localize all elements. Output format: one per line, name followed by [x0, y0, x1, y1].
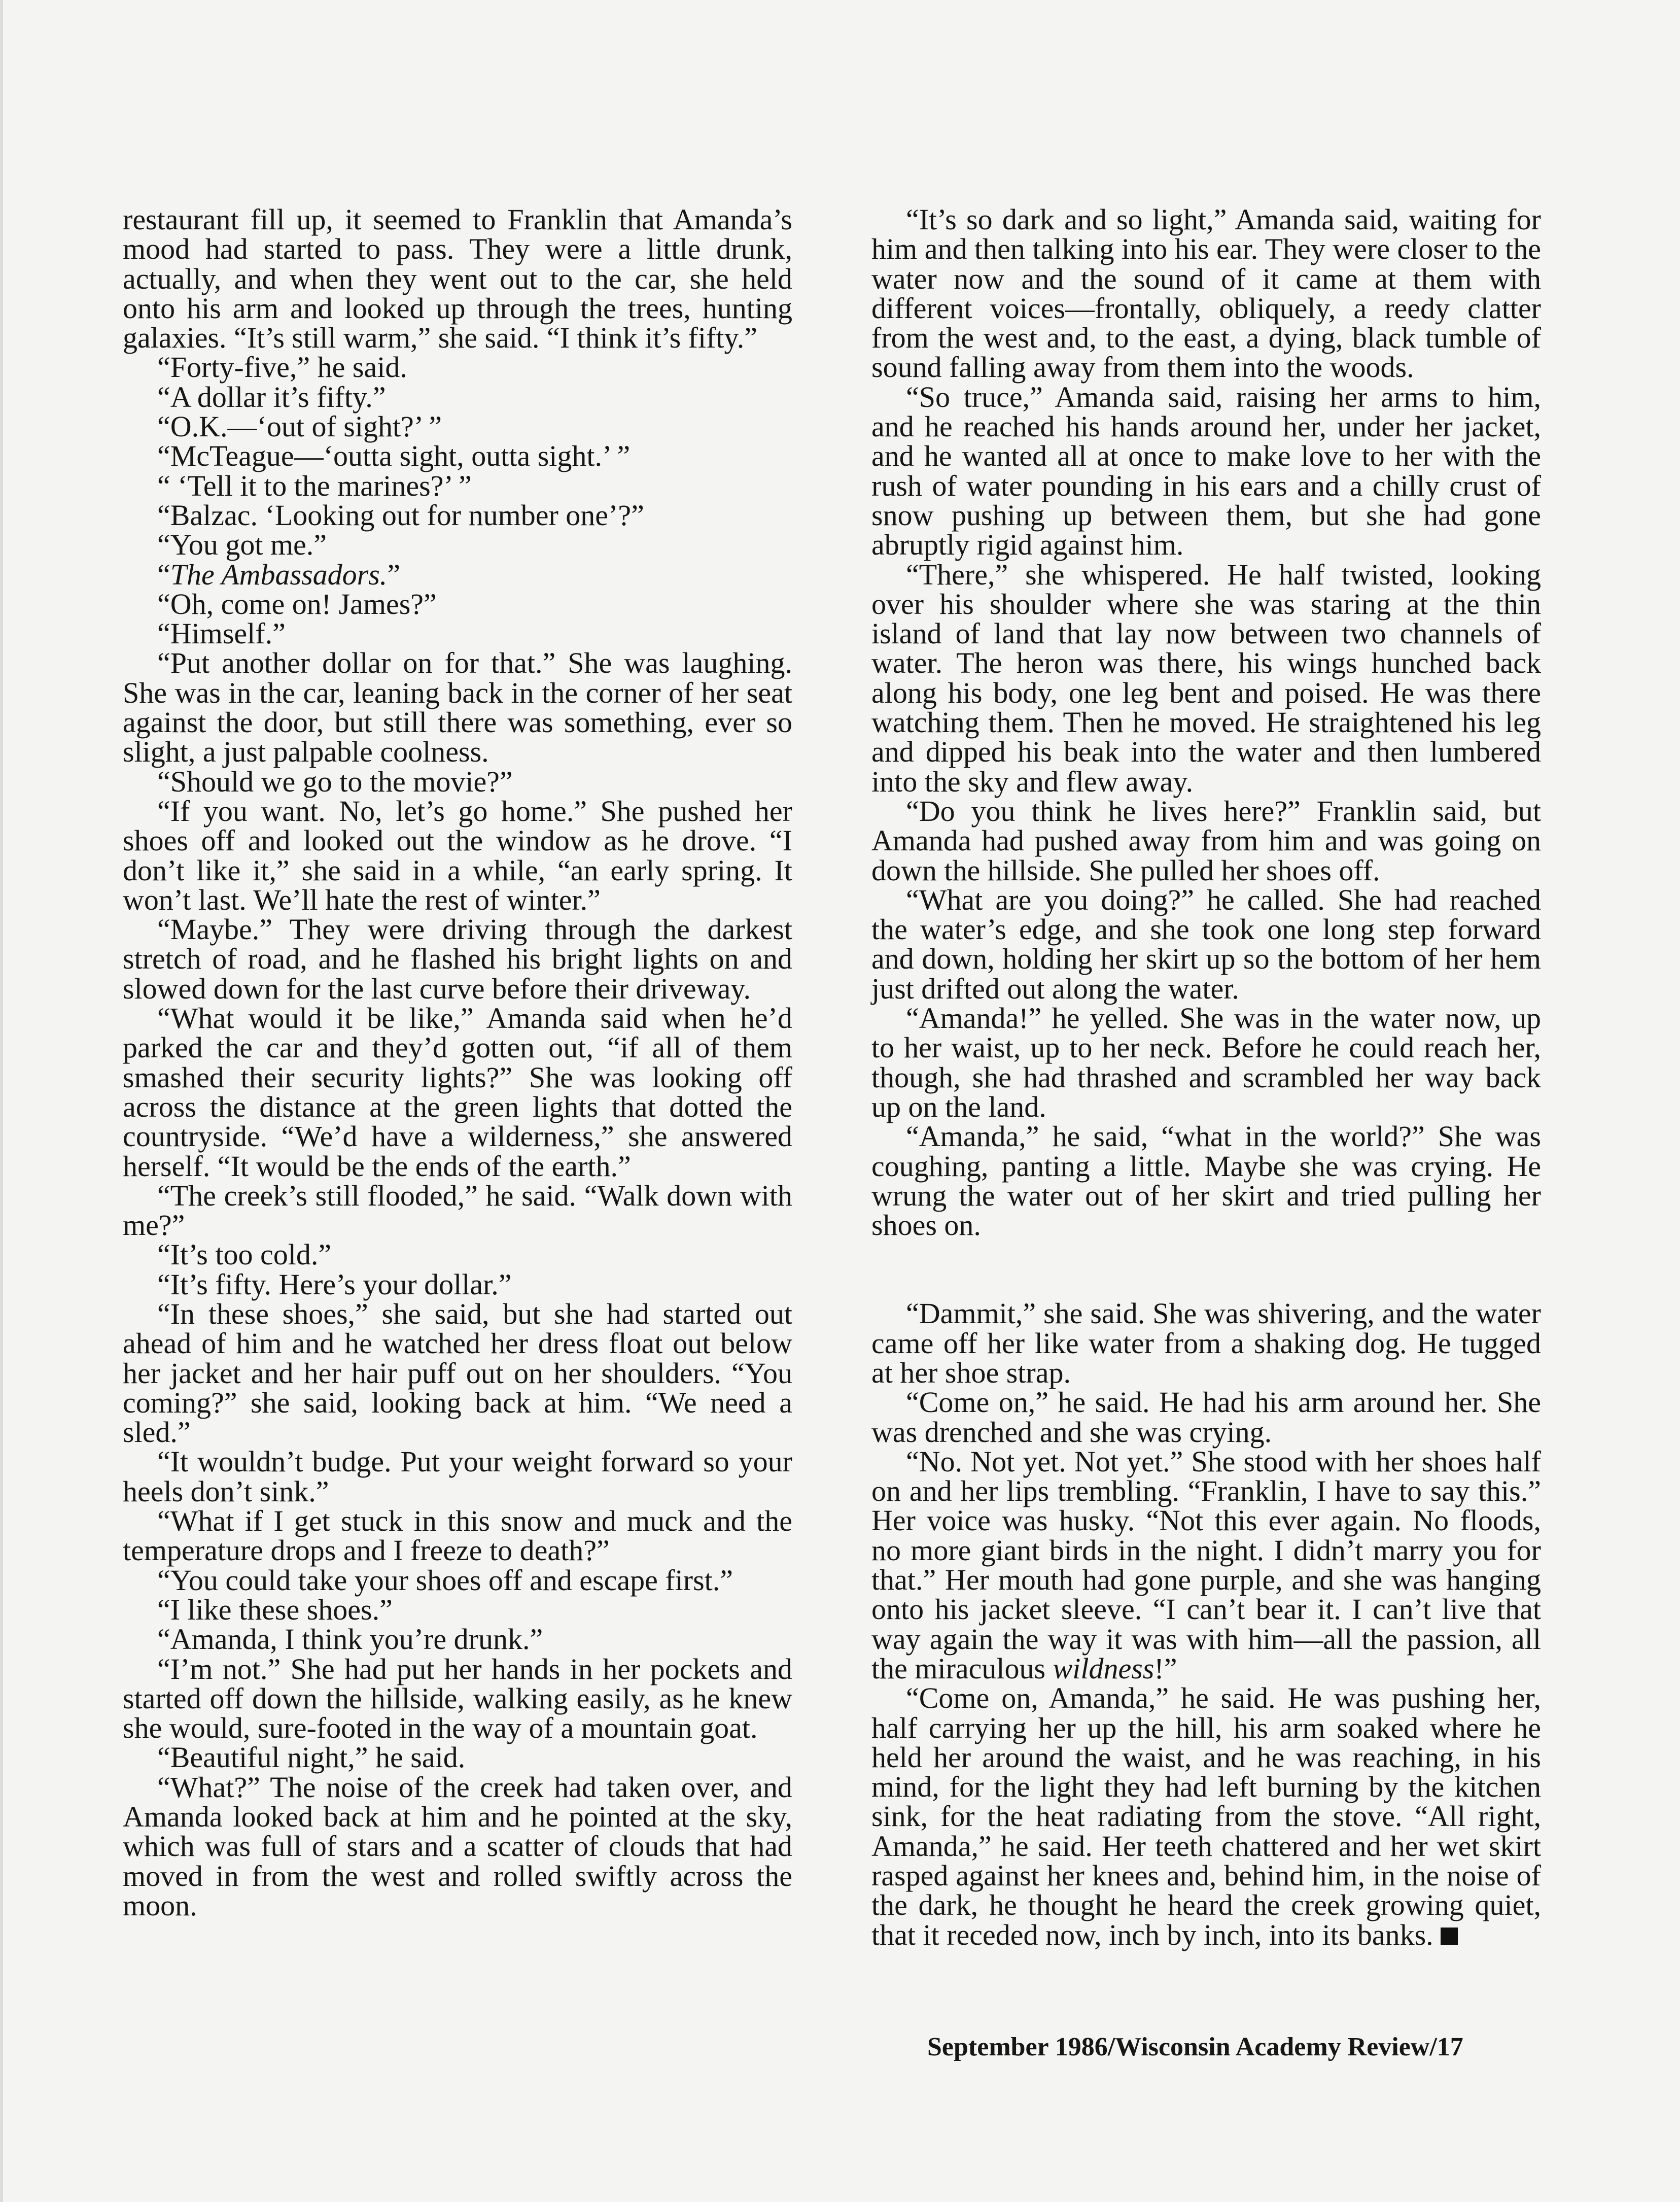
left-text-column: [123, 205, 792, 1920]
paragraph-text: “Should we go to the movie?”: [157, 765, 513, 798]
paragraph: [871, 560, 1541, 797]
paragraph-text: “Come on,” he said. He had his arm around her. She was drenched and she was crying.: [871, 1386, 1541, 1449]
page-gutter-shadow: [0, 0, 3, 2202]
paragraph: [123, 412, 792, 441]
paragraph-text: “A dollar it’s fifty.”: [157, 380, 386, 414]
paragraph-text: “Forty-five,” he said.: [157, 351, 407, 384]
paragraph-text: “Do you think he lives here?” Franklin said, but Amanda had pushed away from him and was going on down the hillside. She pulled her shoes off.: [871, 794, 1541, 887]
paragraph-text: “Balzac. ‘Looking out for number one’?”: [157, 498, 644, 532]
paragraph: [871, 205, 1541, 383]
paragraph-text: “If you want. No, let’s go home.” She pushed her shoes off and looked out the window as he drove. “I don’t like it,” she said in a while, “an early spring. It won’t last. We’ll hate the rest of winter.”: [123, 794, 792, 916]
paragraph-text-end: ”: [387, 558, 401, 591]
paragraph: [123, 1595, 792, 1625]
paragraph-text: “Amanda!” he yelled. She was in the water now, up to her waist, up to her neck. Before he could reach her, though, she had thrashed and scrambled her way back up on the land.: [871, 1002, 1541, 1123]
paragraph: [123, 1563, 792, 1597]
paragraph-text: “What are you doing?” he called. She had reached the water’s edge, and she took one long step forward and down, holding her skirt up so the bottom of her hem just drifted out along the water.: [871, 883, 1541, 1005]
paragraph-text: “Dammit,” she said. She was shivering, and the water came off her like water from a shaking dog. He tugged at her shoe strap.: [871, 1297, 1541, 1389]
paragraph: [123, 471, 792, 501]
paragraph-text: “Amanda, I think you’re drunk.”: [157, 1623, 543, 1656]
paragraph-text: “Put another dollar on for that.” She was laughing. She was in the car, leaning back in the corner of her seat against the door, but still there was something, ever so slight, a just palpable coolness.: [123, 646, 792, 769]
paragraph: [123, 767, 792, 797]
paragraph: [123, 353, 792, 382]
paragraph: [123, 1447, 792, 1506]
paragraph: [123, 1743, 792, 1772]
paragraph: [123, 530, 792, 560]
paragraph: [871, 1683, 1541, 1950]
paragraph-text: “O.K.—‘out of sight?’ ”: [157, 410, 442, 443]
paragraph-text: “The creek’s still flooded,” he said. “Walk down with me?”: [123, 1179, 792, 1242]
paragraph: [123, 1240, 792, 1269]
paragraph-text: “It’s fifty. Here’s your dollar.”: [157, 1267, 512, 1301]
paragraph: [123, 1770, 792, 1922]
paragraph-text: “: [157, 558, 170, 591]
paragraph: [123, 441, 792, 471]
paragraph-text: “You could take your shoes off and escape first.”: [157, 1563, 733, 1597]
paragraph-text: “Oh, come on! James?”: [157, 587, 437, 621]
paragraph: [123, 1625, 792, 1654]
paragraph-text: “I’m not.” She had put her hands in her pockets and started off down the hillside, walking easily, as he knew she would, sure-footed in the way of a mountain goat.: [123, 1652, 792, 1745]
paragraph-text: “It’s too cold.”: [157, 1238, 332, 1271]
paragraph-text: “It’s so dark and so light,” Amanda said, waiting for him and then talking into his ear. They were closer to the water now and the sound of it came at them with different voices—frontally, obliquely, a reedy clatter from the west and, to the east, a dying, black tumble of sound falling away from them into the woods.: [871, 203, 1541, 384]
paragraph: [123, 560, 792, 590]
paragraph-text: “Come on, Amanda,” he said. He was pushing her, half carrying her up the hill, his arm soaked where he held her around the waist, and he was reaching, in his mind, for the light they had left burning by the kitchen sink, for the heat radiating from the stove. “All right, Amanda,” he said. Her teeth chattered and her wet skirt rasped against her knees and, behind him, in the noise of the dark, he thought he heard the creek growing quiet, that it receded now, inch by inch, into its banks.: [871, 1681, 1541, 1951]
paragraph: [123, 205, 792, 353]
paragraph: [871, 794, 1541, 887]
paragraph-text: “I like these shoes.”: [157, 1593, 393, 1626]
paragraph-text: “What would it be like,” Amanda said when he’d parked the car and they’d gotten out, “if all of them smashed their security lights?” She was looking off across the distance at the green lights that dotted the countryside. “We’d have a wilderness,” she answered herself. “It would be the ends of the earth.”: [123, 1002, 792, 1183]
paragraph-text-end: !”: [1154, 1652, 1177, 1685]
paragraph-text: “McTeague—‘outta sight, outta sight.’ ”: [157, 439, 631, 473]
paragraph: [123, 1506, 792, 1566]
paragraph: [123, 648, 792, 767]
page-footer: September 1986/Wisconsin Academy Review/17: [927, 2033, 1463, 2061]
paragraph-text: “Maybe.” They were driving through the darkest stretch of road, and he flashed his bright lights on and slowed down for the last curve before their driveway.: [123, 913, 792, 1005]
paragraph: [123, 915, 792, 1004]
italic-text: The Ambassadors.: [170, 558, 388, 591]
end-of-story-square-icon: [1441, 1928, 1458, 1945]
paragraph: [871, 1444, 1541, 1685]
paragraph-text: “Beautiful night,” he said.: [157, 1741, 466, 1774]
paragraph-text: “What?” The noise of the creek had taken over, and Amanda looked back at him and he pointed at the sky, which was full of stars and a scatter of clouds that had moved in from the west and rolled swiftly across the moon.: [123, 1770, 792, 1922]
paragraph-text: “You got me.”: [157, 528, 327, 562]
paragraph-text: “What if I get stuck in this snow and muck and the temperature drops and I freeze to death?”: [123, 1504, 792, 1567]
paragraph-text: “There,” she whispered. He half twisted, looking over his shoulder where she was staring at the thin island of land that lay now between two channels of water. The heron was there, his wings hunched back along his body, one leg bent and poised. He was there watching them. Then he moved. He straightened his leg and dipped his beak into the water and then lumbered into the sky and flew away.: [871, 558, 1541, 798]
paragraph: [123, 1181, 792, 1241]
paragraph-text: “ ‘Tell it to the marines?’ ”: [157, 469, 472, 502]
paragraph: [123, 1299, 792, 1447]
paragraph: [123, 619, 792, 648]
paragraph: [123, 1267, 792, 1301]
paragraph-text: “In these shoes,” she said, but she had started out ahead of him and he watched her dress float out below her jacket and her hair puff out on her shoulders. “You coming?” she said, looking back at him. “We need a sled.”: [123, 1297, 792, 1449]
italic-text: wildness: [1053, 1652, 1154, 1685]
paragraph-text: “So truce,” Amanda said, raising her arms to him, and he reached his hands around her, under her jacket, and he wanted all at once to make love to her with the rush of water pounding in his ears and a chilly crust of snow pushing up between them, but she had gone abruptly rigid against him.: [871, 380, 1541, 562]
paragraph: [871, 1388, 1541, 1447]
paragraph-text: “No. Not yet. Not yet.” She stood with her shoes half on and her lips trembling. “Franklin, I have to say this.” Her voice was husky. “Not this ever again. No floods, no more giant birds in the night. I didn’t marry you for that.” Her mouth had gone purple, and she was hanging onto his jacket sleeve. “I can’t bear it. I can’t live that way again the way it was with him—all the passion, all the miraculous: [871, 1444, 1541, 1685]
paragraph: [871, 1299, 1541, 1388]
paragraph: [123, 498, 792, 532]
paragraph-text: “Himself.”: [157, 617, 286, 650]
paragraph: [123, 1004, 792, 1181]
paragraph: [871, 885, 1541, 1004]
paragraph: [871, 380, 1541, 562]
paragraph: [123, 380, 792, 414]
right-text-column: [871, 205, 1541, 1950]
paragraph: [871, 1122, 1541, 1240]
paragraph-text: “It wouldn’t budge. Put your weight forward so your heels don’t sink.”: [123, 1445, 792, 1508]
paragraph: [871, 1004, 1541, 1122]
paragraph-text: restaurant fill up, it seemed to Franklin that Amanda’s mood had started to pass. They were a little drunk, actually, and when they went out to the car, she held onto his arm and looked up through the trees, hunting galaxies. “It’s still warm,” she said. “I think it’s fifty.”: [123, 203, 792, 355]
paragraph-text: “Amanda,” he said, “what in the world?” She was coughing, panting a little. Maybe she was crying. He wrung the water out of her skirt and tried pulling her shoes on.: [871, 1120, 1541, 1242]
paragraph: [123, 1652, 792, 1745]
paragraph: [123, 587, 792, 621]
paragraph: [123, 794, 792, 916]
